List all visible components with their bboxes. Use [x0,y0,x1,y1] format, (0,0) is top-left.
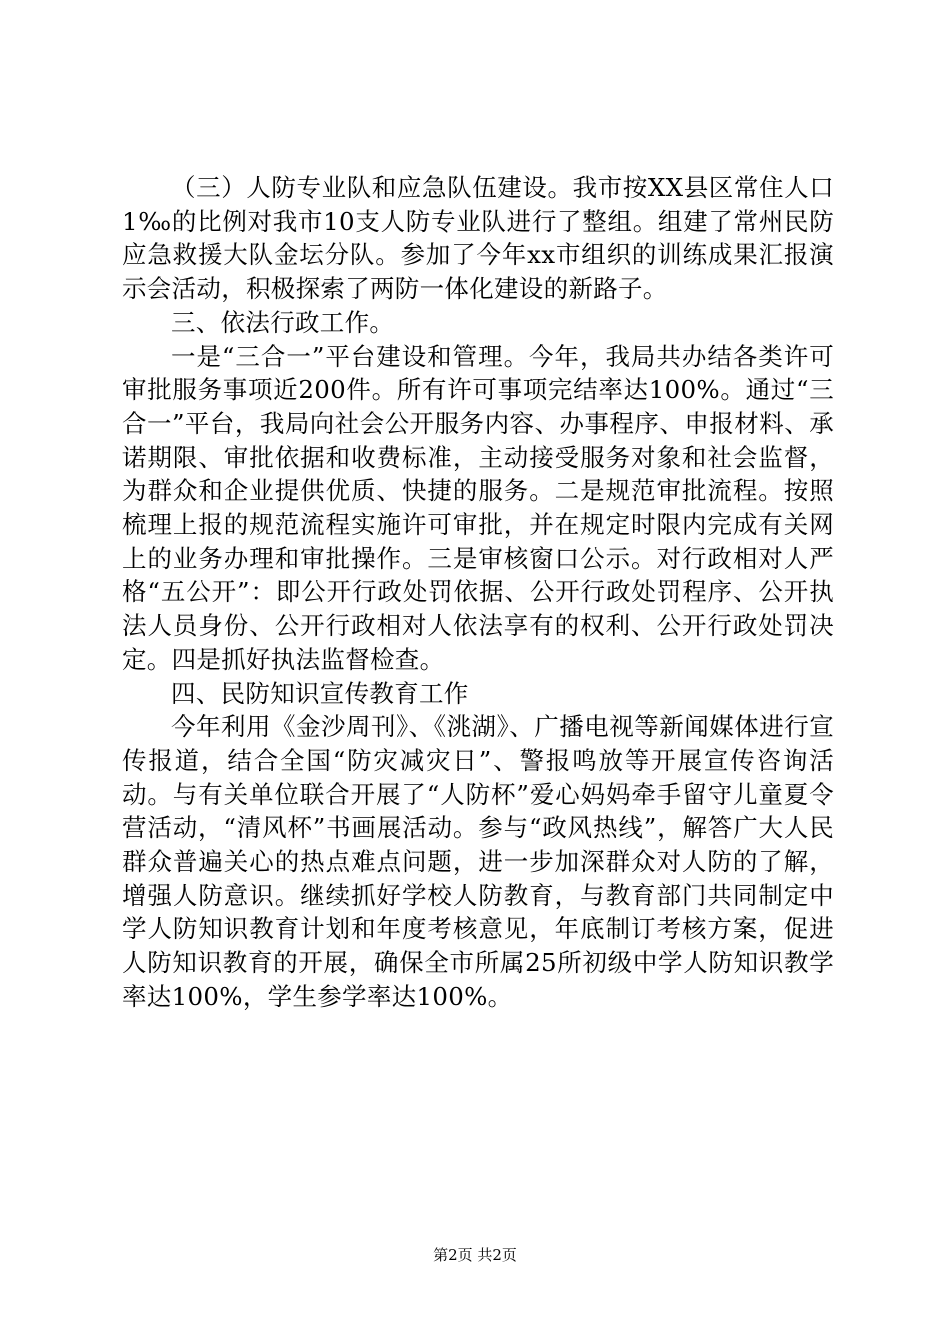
paragraph-three-in-one-platform: 一是“三合一”平台建设和管理。今年，我局共办结各类许可审批服务事项近200件。所有许可事项完结率达100%。通过“三合一”平台，我局向社会公开服务内容、办事程序、申报材料、承诺期限、审批依据和收费标准，主动接受服务对象和社会监督，为群众和企业提供优质、快捷的服务。二是规范审批流程。按照梳理上报的规范流程实施许可审批，并在规定时限内完成有关网上的业务办理和审批操作。三是审核窗口公示。对行政相对人严格“五公开”：即公开行政处罚依据、公开行政处罚程序、公开执法人员身份、公开行政相对人依法享有的权利、公开行政处罚决定。四是抓好执法监督检查。 [122,341,834,674]
heading-administration-by-law: 三、依法行政工作。 [171,307,395,337]
paragraph-publicity-education: 今年利用《金沙周刊》、《洮湖》、广播电视等新闻媒体进行宣传报道，结合全国“防灾减灾日”、警报鸣放等开展宣传咨询活动。与有关单位联合开展了“人防杯”爱心妈妈牵手留守儿童夏令营活动，“清风杯”书画展活动。参与“政风热线”，解答广大人民群众普遍关心的热点难点问题，进一步加深群众对人防的了解，增强人防意识。继续抓好学校人防教育，与教育部门共同制定中学人防知识教育计划和年度考核意见，年底制订考核方案，促进人防知识教育的开展，确保全市所属25所初级中学人防知识教学率达100%，学生参学率达100%。 [122,712,834,1011]
heading-civil-defense-education: 四、民防知识宣传教育工作 [171,678,469,708]
page-footer: 第2页 共2页 [433,1246,517,1264]
paragraph-civil-defense-teams: （三）人防专业队和应急队伍建设。我市按XX县区常住人口1‰的比例对我市10支人防专业队进行了整组。组建了常州民防应急救援大队金坛分队。参加了今年xx市组织的训练成果汇报演示会活动，积极探索了两防一体化建设的新路子。 [122,173,834,304]
document-body [122,171,834,1014]
